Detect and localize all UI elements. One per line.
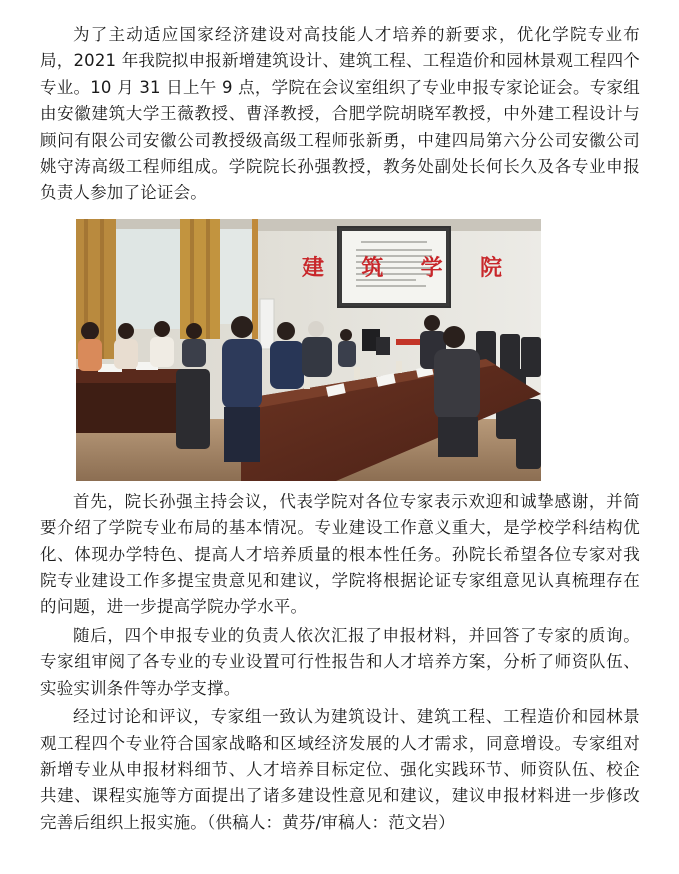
wall-sign-text: 建筑学院	[302, 255, 502, 281]
paragraph-report: 随后，四个申报专业的负责人依次汇报了申报材料，并回答了专家的质询。专家组审阅了各专业的专业设置可行性报告和人才培养方案，分析了师资队伍、实验实训条件等办学支撑。	[40, 625, 640, 698]
meeting-photo	[76, 219, 541, 481]
article	[40, 22, 640, 836]
paragraph-opening: 首先，院长孙强主持会议，代表学院对各位专家表示欢迎和诚挚感谢，并简要介绍了学院专业布局的基本情况。专业建设工作意义重大，是学校学科结构优化、体现办学特色、提高人才培养质量的根本性任务。孙院长希望各位专家对我院专业建设工作多提宝贵意见和建议，学院将根据论证专家组意见认真梳理存在的问题，进一步提高学院办学水平。	[40, 491, 640, 617]
paragraph-conclusion: 经过讨论和评议，专家组一致认为建筑设计、建筑工程、工程造价和园林景观工程四个专业符合国家战略和区域经济发展的人才需求，同意增设。专家组对新增专业从申报材料细节、人才培养目标定位、强化实践环节、师资队伍、校企共建、课程实施等方面提出了诸多建设性意见和建议，建议申报材料进一步修改完善后组织上报实施。（供稿人：黄芬/审稿人：范文岩）	[40, 707, 640, 832]
paragraph-intro: 为了主动适应国家经济建设对高技能人才培养的新要求，优化学院专业布局，2021 年我院拟申报新增建筑设计、建筑工程、工程造价和园林景观工程四个专业。10 月 31 日上午 9 点，学院在会议室组织了专业申报专家论证会。专家组由安徽建筑大学王薇教授、曹泽教授，合肥学院胡晓军教授，中外建工程设计与顾问有限公司安徽公司教授级高级工程师张新勇，中建四局第六分公司安徽公司姚守涛高级工程师组成。学院院长孙强教授，教务处副处长何长久及各专业申报负责人参加了论证会。	[40, 25, 640, 203]
